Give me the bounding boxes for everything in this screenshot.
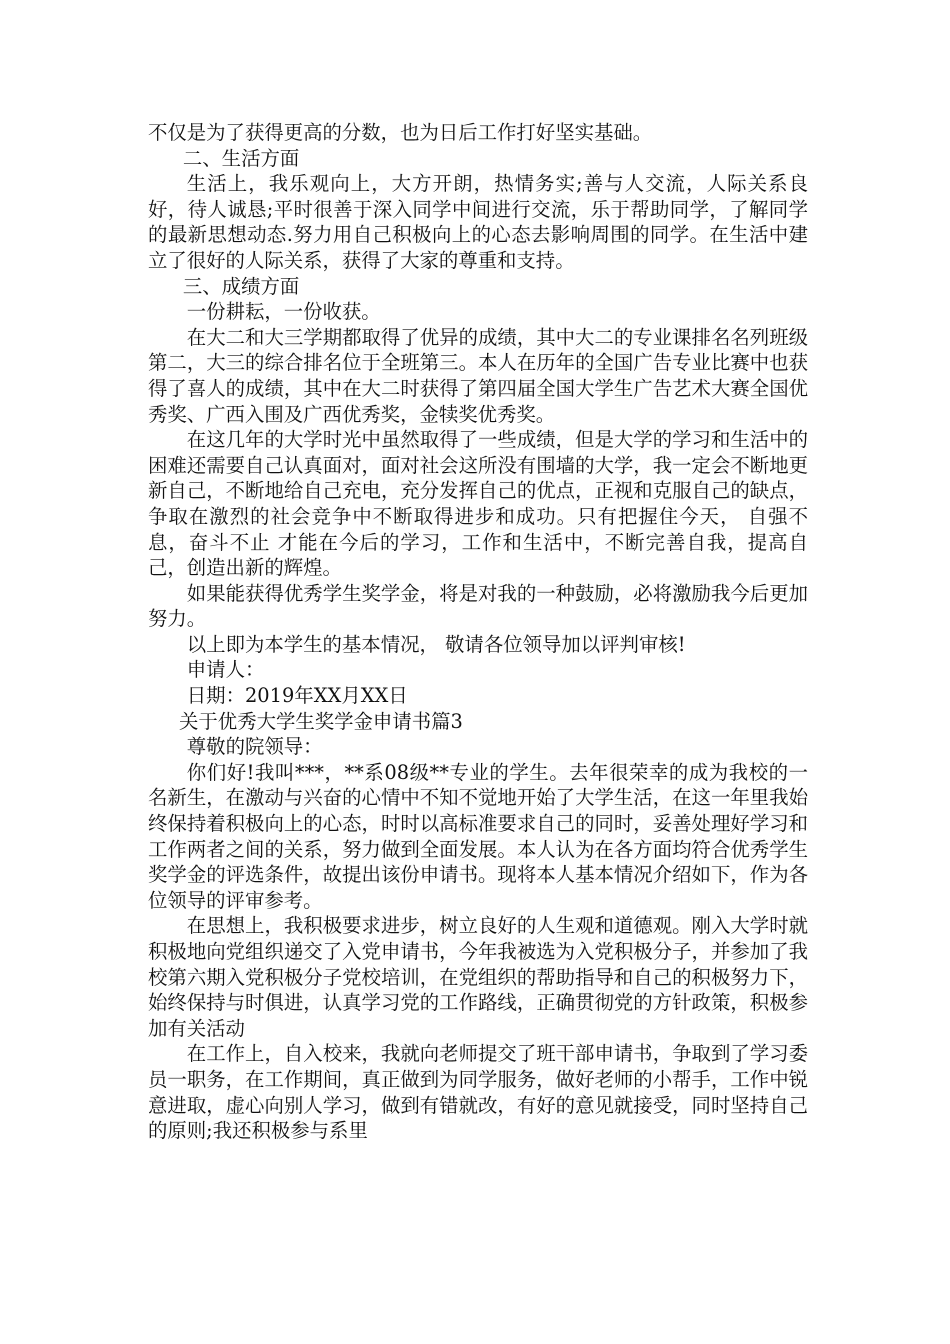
paragraph-closing: 以上即为本学生的基本情况， 敬请各位领导加以评判审核! (186, 632, 686, 656)
paragraph-ideology: 在思想上，我积极要求进步，树立良好的人生观和道德观。刚入大学时就积极地向党组织递交了入党申请书，今年我被选为入党积极分子，并参加了我校第六期入党积极分子党校培训，在党组织的帮助指导和自己的积极努力下，始终保持与时俱进，认真学习党的工作路线，正确贯彻党的方针政策，积极参加有关活动 (148, 914, 808, 1040)
section-heading-achievements: 三、成绩方面 (182, 274, 300, 298)
paragraph-work: 在工作上，自入校来，我就向老师提交了班干部申请书，争取到了学习委员一职务，在工作期间，真正做到为同学服务，做好老师的小帮手，工作中锐意进取，虚心向别人学习，做到有错就改，有好的意见就接受，同时坚持自己的原则;我还积极参与系里 (148, 1042, 808, 1143)
applicant-line: 申请人： (186, 658, 265, 682)
paragraph-introduction: 你们好!我叫***，**系08级**专业的学生。去年很荣幸的成为我校的一名新生，在激动与兴奋的心情中不知不觉地开始了大学生活，在这一年里我始终保持着积极向上的心态，时时以高标准要求自己的同时，妥善处理好学习和工作两者之间的关系，努力做到全面发展。本人认为在各方面均符合优秀学生奖学金的评选条件，故提出该份申请书。现将本人基本情况介绍如下，作为各位领导的评审参考。 (148, 760, 808, 912)
paragraph-reflection: 在这几年的大学时光中虽然取得了一些成绩，但是大学的学习和生活中的困难还需要自己认真面对，面对社会这所没有围墙的大学，我一定会不断地更新自己，不断地给自己充电，充分发挥自己的优点，正视和克服自己的缺点，争取在激烈的社会竞争中不断取得进步和成功。只有把握住今天， 自强不息，奋斗不止 才能在今后的学习，工作和生活中，不断完善自我，提高自己，创造出新的辉煌。 (148, 428, 808, 580)
article-title: 关于优秀大学生奖学金申请书篇3 (179, 709, 463, 733)
paragraph-continuation: 不仅是为了获得更高的分数，也为日后工作打好坚实基础。 (148, 121, 653, 144)
document-page (148, 120, 808, 1144)
paragraph-encouragement: 如果能获得优秀学生奖学金，将是对我的一种鼓励，必将激励我今后更加努力。 (148, 581, 808, 631)
date-line: 日期：2019年XX月XX日 (186, 684, 408, 708)
section-heading-life: 二、生活方面 (182, 146, 300, 170)
paragraph-motto: 一份耕耘，一份收获。 (186, 300, 381, 324)
paragraph-achievements: 在大二和大三学期都取得了优异的成绩，其中大二的专业课排名名列班级第二，大三的综合排名位于全班第三。本人在历年的全国广告专业比赛中也获得了喜人的成绩，其中在大二时获得了第四届全国大学生广告艺术大赛全国优秀奖、广西入围及广西优秀奖，金犊奖优秀奖。 (148, 325, 808, 426)
salutation: 尊敬的院领导： (186, 735, 323, 759)
paragraph-life: 生活上，我乐观向上，大方开朗，热情务实;善与人交流，人际关系良好，待人诚恳;平时很善于深入同学中间进行交流，乐于帮助同学，了解同学的最新思想动态.努力用自己积极向上的心态去影响周围的同学。在生活中建立了很好的人际关系，获得了大家的尊重和支持。 (148, 172, 808, 272)
